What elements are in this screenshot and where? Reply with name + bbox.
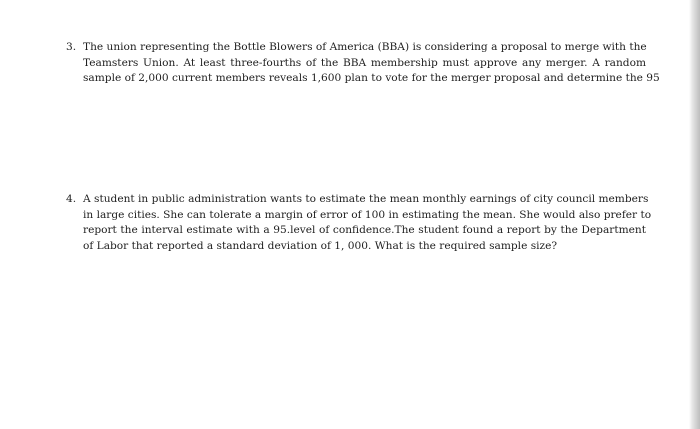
problem-text-line: The union representing the Bottle Blowers of America (BBA) is considering a proposal to merge with the: [83, 41, 647, 53]
problem-text-line: A student in public administration wants to estimate the mean monthly earnings of city council members: [83, 193, 649, 205]
page-edge-shadow: [689, 0, 700, 429]
problem-text-line: of Labor that reported a standard deviation of 1, 000. What is the required sample size?: [83, 239, 558, 252]
problem-number: 4.: [66, 193, 77, 205]
problem-text-line: report the interval estimate with a 95.level of confidence.The student found a report by the Department: [83, 224, 646, 236]
problem-text-line: Teamsters Union. At least three-fourths of the BBA membership must approve any merger. A random: [83, 56, 646, 69]
problem-4: [66, 192, 652, 254]
problem-number: 3.: [66, 41, 77, 53]
problem-3: [66, 40, 660, 87]
problem-text-line: sample of 2,000 current members reveals 1,600 plan to vote for the merger proposal and determine the 95: [83, 72, 660, 84]
problem-text-line: in large cities. She can tolerate a margin of error of 100 in estimating the mean. She would also prefer to: [83, 208, 652, 221]
